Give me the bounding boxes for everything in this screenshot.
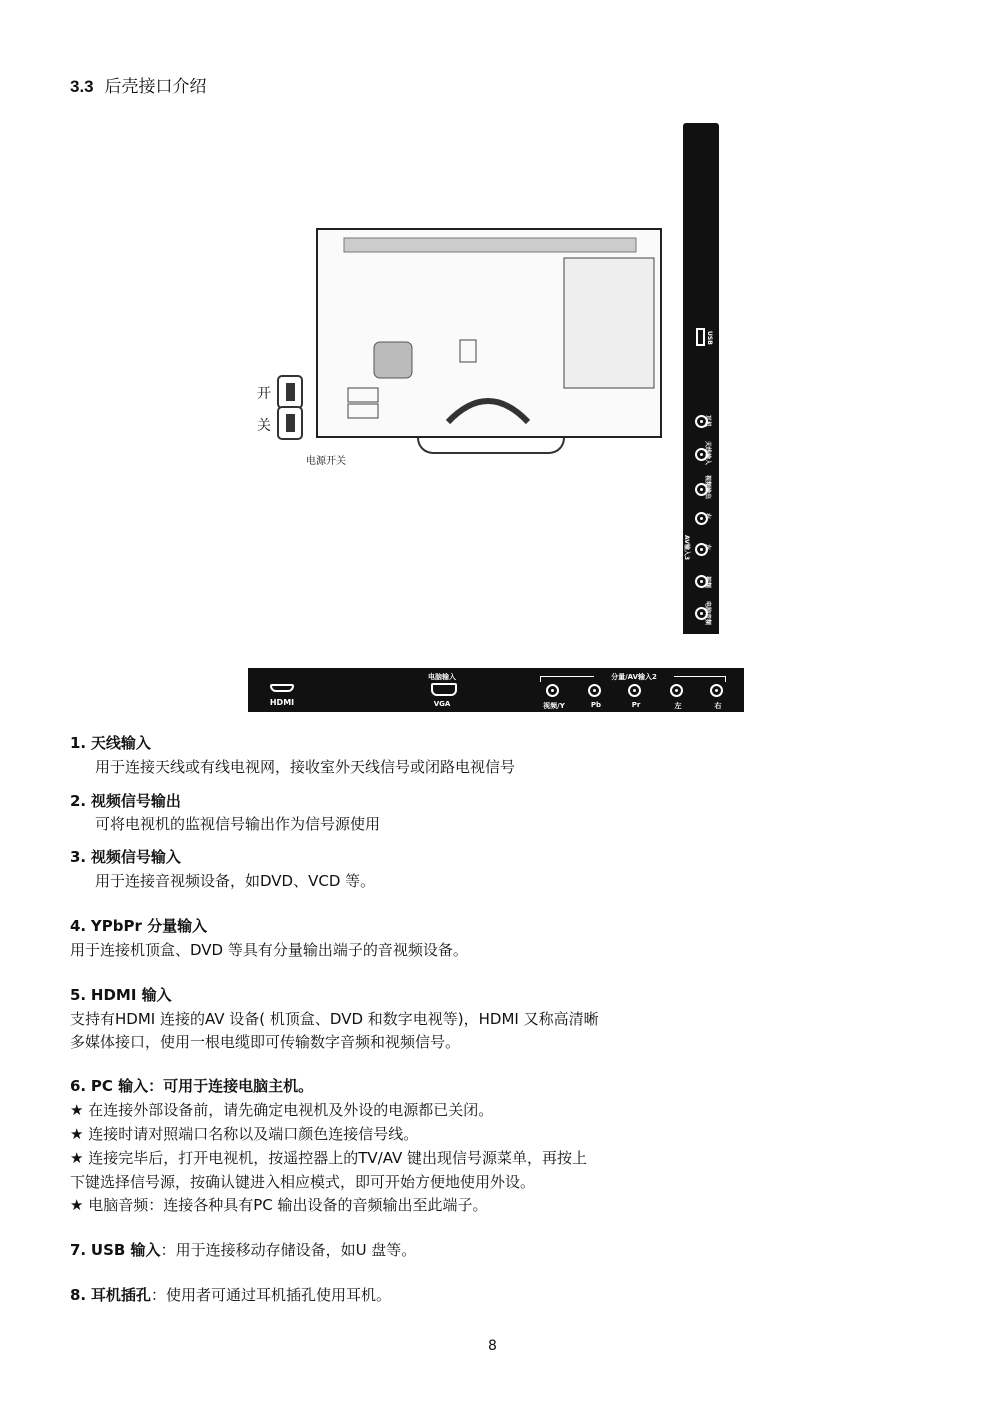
switch-off-icon <box>277 406 303 440</box>
port-label-video-y: 视频/Y <box>543 702 565 710</box>
side-label-earphone: 耳机 <box>704 415 711 428</box>
hdmi-port-icon <box>270 684 294 692</box>
item-5-desc-line2: 多媒体接口，使用一根电缆即可传输数字音频和视频信号。 <box>70 1033 461 1051</box>
tv-rear-diagram <box>316 228 662 438</box>
section-number: 3.3 <box>70 77 94 96</box>
port-label-pr: Pr <box>631 701 641 709</box>
switch-on-label: 开 <box>257 386 271 402</box>
item-8: 8. 耳机插孔：使用者可通过耳机插孔使用耳机。 <box>70 1286 391 1304</box>
port-audio-right <box>710 684 723 697</box>
port-pb <box>588 684 601 697</box>
item-4-desc: 用于连接机顶盒、DVD 等具有分量输出端子的音视频设备。 <box>70 941 468 959</box>
section-title: 后壳接口介绍 <box>104 77 207 97</box>
bottom-connector-panel <box>248 668 744 712</box>
hdmi-label: HDMI <box>269 698 295 707</box>
port-pr <box>628 684 641 697</box>
item-3-title: 3. 视频信号输入 <box>70 848 181 866</box>
port-label-right: 右 <box>714 702 722 710</box>
side-label-left: 左 <box>704 544 711 551</box>
port-audio-left <box>670 684 683 697</box>
side-connector-panel <box>683 123 719 634</box>
port-label-pb: Pb <box>590 701 602 709</box>
item-7: 7. USB 输入：用于连接移动存储设备，如U 盘等。 <box>70 1241 417 1259</box>
side-label-av3: AV输入3 <box>683 535 690 561</box>
item-6-title: 6. PC 输入：可用于连接电脑主机。 <box>70 1077 314 1095</box>
tv-stand <box>417 438 565 454</box>
item-6-bullet-4: ★ 电脑音频：连接各种具有PC 输出设备的音频输出至此端子。 <box>70 1196 488 1214</box>
tv-rear-drawing <box>318 230 660 436</box>
side-label-pc-audio: 电脑音频 <box>704 601 711 626</box>
page-number: 8 <box>488 1338 497 1354</box>
side-label-right: 右 <box>704 513 711 520</box>
switch-on-icon <box>277 375 303 409</box>
item-1-title: 1. 天线输入 <box>70 734 151 752</box>
item-6-bullet-2: ★ 连接时请对照端口名称以及端口颜色连接信号线。 <box>70 1125 419 1143</box>
section-heading <box>70 72 206 97</box>
side-label-video: 视频 <box>704 576 711 589</box>
side-label-antenna: 天线输入 <box>704 441 711 466</box>
side-label-usb: USB <box>706 331 713 345</box>
port-label-left: 左 <box>674 702 682 710</box>
pc-input-label: 电脑输入 <box>428 673 456 681</box>
vga-port-icon <box>431 683 457 696</box>
port-video-y <box>546 684 559 697</box>
component-group-label: 分量/AV输入2 <box>594 672 674 682</box>
item-2-desc: 可将电视机的监视信号输出作为信号源使用 <box>95 815 381 833</box>
item-6-bullet-3: ★ 连接完毕后，打开电视机，按遥控器上的TV/AV 键出现信号源菜单，再按上 <box>70 1149 588 1167</box>
item-2-title: 2. 视频信号输出 <box>70 792 181 810</box>
switch-off-label: 关 <box>257 418 271 434</box>
item-6-bullet-3-cont: 下键选择信号源，按确认键进入相应模式，即可开始方便地使用外设。 <box>70 1173 536 1191</box>
vga-label: VGA <box>433 700 451 708</box>
power-switch-label: 电源开关 <box>306 456 346 467</box>
side-label-video-out: 视频输出 <box>704 475 711 500</box>
item-4-title: 4. YPbPr 分量输入 <box>70 917 208 935</box>
item-1-desc: 用于连接天线或有线电视网，接收室外天线信号或闭路电视信号 <box>95 758 516 776</box>
item-6-bullet-1: ★ 在连接外部设备前，请先确定电视机及外设的电源都已关闭。 <box>70 1101 494 1119</box>
item-5-title: 5. HDMI 输入 <box>70 986 172 1004</box>
usb-port-icon <box>696 328 705 346</box>
item-5-desc-line1: 支持有HDMI 连接的AV 设备( 机顶盒、DVD 和数字电视等)，HDMI 又称高清晰 <box>70 1010 599 1028</box>
item-3-desc: 用于连接音视频设备，如DVD、VCD 等。 <box>95 872 376 890</box>
